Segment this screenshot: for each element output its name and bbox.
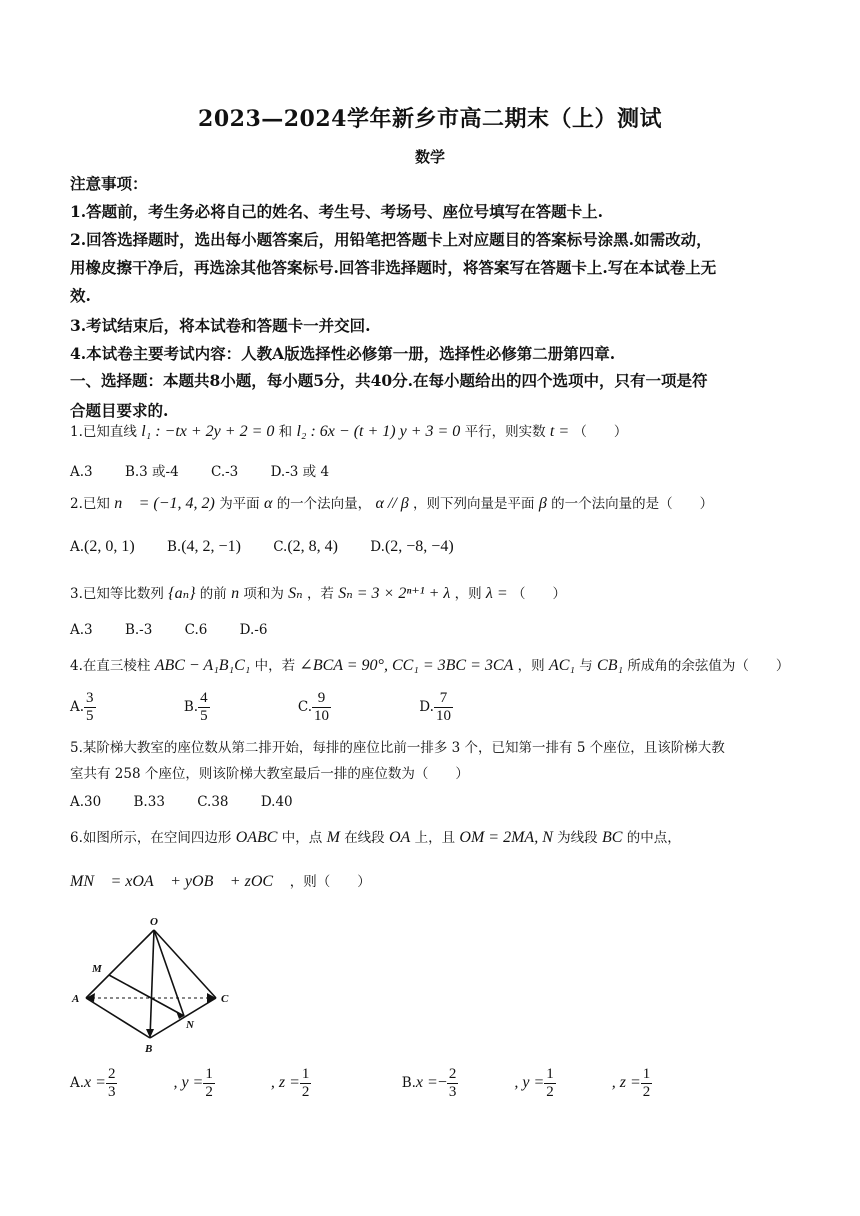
q6-options [70,1066,736,1101]
q1-option-c[interactable]: C.-3 [210,464,239,480]
question-5-line-1: 5.某阶梯大教室的座位数从第二排开始，每排的座位比前一排多 3 个，已知第一排有 5 个座位，且该阶梯大教 [70,740,725,756]
q2-options [70,538,482,556]
q4-cb1: CB₁ [597,657,624,674]
q3-prefix: 3.已知等比数列 [70,586,164,602]
q2-parallel: α // β [375,495,409,512]
q1-answer-blank: （ ） [573,424,628,440]
tetrahedron-figure [66,912,236,1060]
label-n: N [186,1019,194,1031]
q5-option-c[interactable]: C.38 [197,794,229,810]
q1-option-d[interactable]: D.-3 或 4 [270,464,330,480]
q4-text-3: 与 [579,658,593,674]
label-c: C [221,993,229,1005]
q6-option-b[interactable]: B.x =− $\frac{2}{3}$ , y = $\frac{1}{2}$ , z = $\frac{1}{2}$ [401,1066,651,1100]
q2-option-d[interactable]: D.(2, −8, −4) [370,538,454,555]
q1-and: 和 [278,424,293,440]
vector-mn [109,975,184,1016]
notice-item-2: 2.回答选择题时，选出每小题答案后，用铅笔把答题卡上对应题目的答案标号涂黑.如需改动， [70,230,712,249]
q1-line2-eq: l₂ : 6x − (t + 1) y + 3 = 0 [296,423,461,440]
notice-item-3: 3.考试结束后，将本试卷和答题卡一并交回. [70,316,371,335]
q2-text-4: 的一个法向量的是（ ） [551,496,714,512]
q5-option-a[interactable]: A.30 [70,794,102,810]
notice-item-2-end: 效. [70,286,91,305]
q5-option-b[interactable]: B.33 [133,794,165,810]
q4-option-b[interactable]: B. $\frac{4}{5}$ [183,690,208,724]
q1-option-a[interactable]: A.3 [70,464,93,480]
subject-label: 数学 [414,148,445,166]
question-3 [70,582,800,606]
question-6 [70,826,800,850]
notice-item-2-cont: 用橡皮擦干净后，再选涂其他答案标号.回答非选择题时，将答案写在答题卡上.写在本试卷上无 [70,258,717,277]
q2-text-1: 为平面 [219,496,260,512]
q6-text-2: 在线段 [344,830,385,846]
section-heading: 一、选择题：本题共8小题，每小题5分，共40分.在每小题给出的四个选项中，只有一项是符 [70,371,708,390]
q3-option-c[interactable]: C.6 [184,622,208,638]
notice-item-1: 1.答题前，考生务必将自己的姓名、考生号、考场号、座位号填写在答题卡上. [70,202,604,221]
q4-options [70,690,537,725]
question-2 [70,492,800,516]
label-m: M [92,963,102,975]
q3-option-a[interactable]: A.3 [70,622,93,638]
q3-lambda: λ = [485,585,508,602]
q1-var: t = [549,423,570,440]
q2-normal-vector: n⃗ = (−1, 4, 2) [114,495,215,512]
q2-option-b[interactable]: B.(4, 2, −1) [167,538,241,555]
q6-oa: OA [388,829,411,846]
q2-option-c[interactable]: C.(2, 8, 4) [273,538,338,555]
q3-option-b[interactable]: B.-3 [124,622,153,638]
q4-option-c[interactable]: C. $\frac{9}{10}$ [297,690,329,724]
q5-options [70,794,321,810]
q1-line1-eq: l₁ : −tx + 2y + 2 = 0 [141,423,275,440]
q3-option-d[interactable]: D.-6 [239,622,268,638]
q1-option-b[interactable]: B.3 或-4 [124,464,179,480]
q2-text-2: 的一个法向量， [276,496,372,512]
question-4 [70,654,800,678]
q6-vector-eq: MN⃗ = xOA⃗ + yOB⃗ + zOC⃗ [70,873,286,890]
question-5-line-2: 室共有 258 个座位，则该阶梯大教室最后一排的座位数为（ ） [70,766,469,782]
q6-text-3: 上，且 [414,830,456,846]
q5-option-d[interactable]: D.40 [260,794,293,810]
section-heading-cont: 合题目要求的. [70,401,169,420]
q4-option-d[interactable]: D. $\frac{7}{10}$ [419,690,451,724]
q2-alpha: α [263,495,273,512]
edge-ab [86,998,150,1038]
q4-ac1: AC₁ [548,657,575,674]
q6-oabc: OABC [235,829,278,846]
edge-bc [150,998,216,1038]
q1-prefix: 1.已知直线 [70,424,137,440]
q4-text-4: 所成角的余弦值为（ ） [627,658,790,674]
edge-oc [154,930,216,998]
q3-text-2: 项和为 [243,586,284,602]
q2-prefix: 2.已知 [70,496,110,512]
q4-option-a[interactable]: A. $\frac{3}{5}$ [70,690,94,724]
q6-point-m: M [326,829,340,846]
q6-text-6: ，则（ ） [289,874,371,890]
q3-text-3: ，若 [306,586,334,602]
q3-sn: Sₙ [288,585,303,602]
q1-options [70,460,357,480]
notice-item-4: 4.本试卷主要考试内容：人教A版选择性必修第一册，选择性必修第二册第四章. [70,344,616,363]
page-title: 2023—2024学年新乡市高二期末（上）测试 [198,106,662,132]
q2-option-a[interactable]: A.(2, 0, 1) [70,538,135,555]
q3-text-1: 的前 [199,586,227,602]
q6-option-a[interactable]: A.x = $\frac{2}{3}$ , y = $\frac{1}{2}$ , z = $\frac{1}{2}$ [70,1066,310,1100]
question-6-vector-line [70,870,800,894]
label-o: O [150,916,158,928]
q3-answer-blank: （ ） [511,586,566,602]
q4-condition: ∠BCA = 90°, CC₁ = 3BC = 3CA [299,657,514,674]
q3-text-4: ，则 [454,586,482,602]
q2-beta: β [538,495,547,512]
q3-sequence: {aₙ} [168,585,196,602]
q4-text-1: 中，若 [254,658,296,674]
q6-bc: BC [601,829,623,846]
q6-prefix: 6.如图所示，在空间四边形 [70,830,232,846]
q4-prism: ABC − A₁B₁C₁ [154,657,251,674]
q6-text-1: 中，点 [281,830,323,846]
q4-prefix: 4.在直三棱柱 [70,658,151,674]
q3-formula: Sₙ = 3 × 2ⁿ⁺¹ + λ [338,585,451,602]
q3-n: n [231,585,240,602]
notice-heading: 注意事项： [70,174,148,193]
edge-ob [150,930,154,1038]
q6-text-5: 的中点， [626,830,681,846]
q2-text-3: ，则下列向量是平面 [413,496,535,512]
label-b: B [145,1043,153,1055]
q6-text-4: 为线段 [557,830,598,846]
q3-options [70,622,295,638]
vector-on [154,930,184,1016]
q1-suffix: 平行，则实数 [464,424,546,440]
q4-text-2: ，则 [517,658,545,674]
q6-condition: OM = 2MA, N [459,829,553,846]
question-1 [70,420,800,444]
label-a: A [72,993,80,1005]
